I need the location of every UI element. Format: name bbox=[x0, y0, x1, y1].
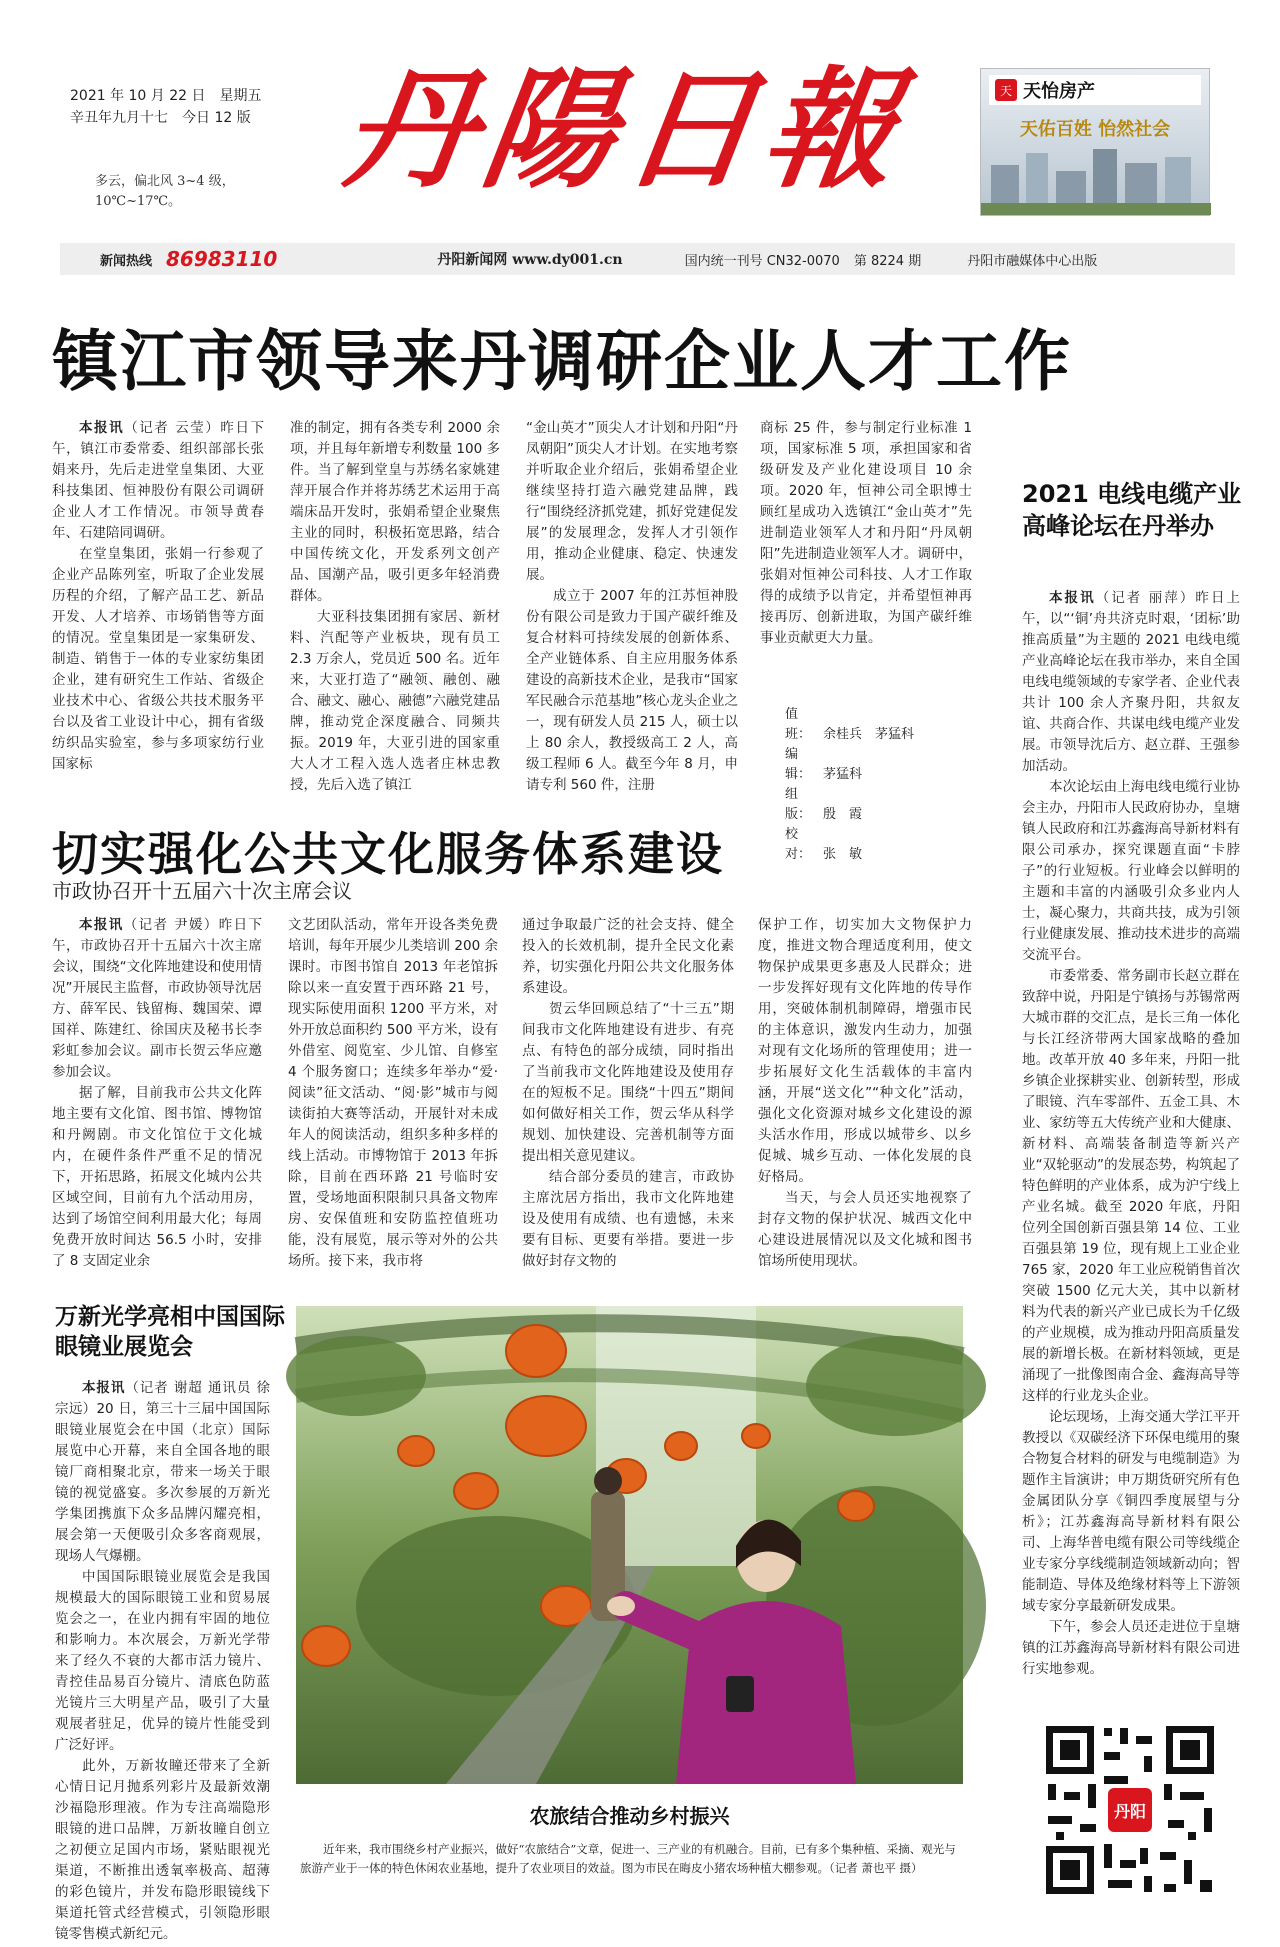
hotline-number[interactable]: 86983110 bbox=[166, 247, 278, 271]
article3-lead: 本报讯 bbox=[82, 1380, 126, 1396]
issue-number: 第 8224 期 bbox=[853, 253, 922, 269]
publisher: 丹阳市融媒体中心出版 bbox=[967, 253, 1098, 269]
sidebar-p1: （记者 丽萍）昨日上午，以“‘铜’舟共济克时艰，‘团标’助推高质量”为主题的 2021 电线电缆产业高峰论坛在我市举办，来自全国电线电缆领域的专家学者、企业代表共计 100 余人齐聚丹阳，共叙友谊、共商合作、共谋电线电缆产业发展。市领导沈后方、赵立群、王强参加活动。 bbox=[1022, 590, 1241, 774]
lunar-line: 辛丑年九月十七 今日 12 版 bbox=[70, 110, 251, 126]
article2-col3-p3: 结合部分委员的建言，市政协主席沈居方指出，我市文化阵地建设及使用有成绩、也有遗憾，未来要有目标、更要有举措。要进一步做好封存文物的 bbox=[522, 1169, 734, 1269]
qr-code-icon bbox=[1040, 1720, 1220, 1900]
ad-banner[interactable] bbox=[980, 68, 1210, 216]
photo-title: 农旅结合推动乡村振兴 bbox=[529, 1804, 730, 1828]
duty-val-2: 茅猛科 bbox=[823, 767, 863, 782]
article2-col1-p2: 据了解，目前我市公共文化阵地主要有文化馆、图书馆、博物馆和丹阙剧。市文化馆位于文化城内，在硬件条件严重不足的情况下，开拓思路，拓展文化城内公共区域空间，目前有九个活动用房，达到了场馆空间利用最大化；每周免费开放时间达 56.5 小时，安排了 8 支固定业余 bbox=[52, 1085, 262, 1269]
info-bar bbox=[60, 243, 1235, 275]
hotline-label: 新闻热线 bbox=[100, 253, 153, 269]
duty-val-1: 余桂兵 茅猛科 bbox=[823, 727, 915, 742]
article1-col1-text: （记者 云莹）昨日下午，镇江市委常委、组织部部长张娟来丹，先后走进堂皇集团、大亚科技集团、恒神股份有限公司调研企业人才工作情况。市领导黄春年、石建陪同调研。 bbox=[52, 420, 265, 541]
duty-key-3: 组版： bbox=[785, 787, 812, 822]
article2-column-3 bbox=[522, 915, 734, 1275]
article1-col1-p2: 在堂皇集团，张娟一行参观了企业产品陈列室，听取了企业发展历程的介绍，了解产品工艺、新品开发、人才培养、市场销售等方面的情况。堂皇集团是一家集研发、制造、销售于一体的专业家纺集团企业，建有研究生工作站、省级企业技术中心、省级公共技术服务平台以及省工业设计中心，拥有省级纺织品实验室，参与多项家纺行业国家标 bbox=[52, 546, 264, 772]
qr-code[interactable] bbox=[1040, 1720, 1220, 1900]
sidebar-p3: 市委常委、常务副市长赵立群在致辞中说，丹阳是宁镇扬与苏锡常两大城市群的交汇点，是长三角一体化与长江经济带两大国家战略的叠加地。改革开放 40 多年来，丹阳一批乡镇企业探耕实业、创新转型，形成了眼镜、汽车零部件、五金工具、木业、家纺等五大传统产业和大健康、新材料、高端装备制造等新兴产业“双轮驱动”的发展态势，构筑起了特色鲜明的产业体系，成为沪宁线上产业名城。截至 2020 年底，丹阳位列全国创新百强县第 14 位、工业百强县第 19 位，现有规上工业企业 765 家，2020 年工业应税销售首次突破 1500 亿元大关，其中以新材料为代表的新兴产业已成长为千亿级的产业规模，成为推动丹阳高质量发展的新增长极。在新材料领域，更是涌现了一批像图南合金、鑫海高导等这样的行业龙头企业。 bbox=[1022, 968, 1240, 1404]
article1-column-1 bbox=[52, 418, 264, 788]
weather-line-2: 10℃~17℃。 bbox=[95, 194, 182, 209]
brand-logo-icon: 天 bbox=[995, 79, 1017, 101]
article1-lead: 本报讯 bbox=[79, 420, 125, 436]
duty-val-3: 殷 霞 bbox=[823, 807, 863, 822]
article2-col3-p2: 贺云华回顾总结了“十三五”期间我市文化阵地建设有进步、有亮点、有特色的部分成绩，同时指出了当前我市文化阵地建设及使用存在的短板不足。围绕“十四五”期间如何做好相关工作，贺云华从科学规划、加快建设、完善机制等方面提出相关意见建议。 bbox=[522, 1001, 734, 1164]
article1-col4-text: 商标 25 件，参与制定行业标准 1 项，国家标准 5 项，承担国家和省级研发及产业化建设项目 10 余项。2020 年，恒神公司全职博士顾红星成功入选镇江“金山英才”先进制造业领军人才和丹阳“丹凤朝阳”先进制造业领军人才。调研中，张娟对恒神公司科技、人才工作取得的成绩予以肯定，并希望恒神再接再厉、创新进取，为国产碳纤维事业贡献更大力量。 bbox=[760, 420, 972, 646]
sidebar-lead: 本报讯 bbox=[1049, 590, 1096, 606]
article2-column-1 bbox=[52, 915, 262, 1275]
ad-brand-name: 天怡房产 bbox=[1023, 81, 1095, 102]
issn: 国内统一刊号 CN32-0070 bbox=[684, 253, 840, 269]
article1-column-2 bbox=[290, 418, 500, 793]
article1-column-4 bbox=[760, 418, 972, 648]
article1-col3-text: “金山英才”顶尖人才计划和丹阳“丹凤朝阳”顶尖人才计划。在实地考察并听取企业介绍后，张娟希望企业继续坚持打造六融党建品牌，践行“围绕经济抓党建，抓好党建促发展”的发展理念，发挥人才引领作用，推动企业健康、稳定、快速发展。 bbox=[526, 420, 738, 583]
svg-text:丹阳: 丹阳 bbox=[1113, 1802, 1147, 1821]
sidebar-p2: 本次论坛由上海电线电缆行业协会主办，丹阳市人民政府协办，皇塘镇人民政府和江苏鑫海高导新材料有限公司承办，探究课题直面“卡脖子”的行业短板。行业峰会以鲜明的主题和丰富的内涵吸引众多业内人士，凝心聚力，共商共技，成为引领行业健康发展、推动技术进步的高端交流平台。 bbox=[1022, 779, 1240, 963]
sidebar-article-body bbox=[1022, 588, 1240, 1678]
article1-col2-p2: 大亚科技集团拥有家居、新材料、汽配等产业板块，现有员工 2.3 万余人，党员近 500 名。近年来，大亚打造了“融领、融创、融合、融文、融心、融德”六融党建品牌，推动党企深度融合、同频共振。2019 年，大亚引进的国家重大人才工程入选人选者庄林忠教授，先后入选了镇江 bbox=[290, 609, 500, 793]
greenhouse-photo-illustration bbox=[296, 1306, 963, 1784]
article3-p3: 此外，万新妆瞳还带来了全新心情日记月抛系列彩片及最新效潮沙福隐形理液。作为专注高端隐形眼镜的进口品牌，万新妆瞳自创立之初便立足国内市场，紧贴眼视光渠道，不断推出透氧率极高、超薄的彩色镜片，并发布隐形眼镜线下渠道托管式经营模式，引领隐形眼镜零售模式新纪元。 bbox=[55, 1758, 270, 1942]
article2-col3-text: 通过争取最广泛的社会支持、健全投入的长效机制，提升全民文化素养，切实强化丹阳公共文化服务体系建设。 bbox=[522, 917, 734, 996]
article2-col2-text: 文艺团队活动，常年开设各类免费培训，每年开展少儿类培训 200 余课时。市图书馆自 2013 年老馆拆除以来一直安置于西环路 21 号，现实际使用面积 1200 平方米，对外开放总面积约 500 平方米，设有外借室、阅览室、少儿馆、自修室 4 个服务窗口；连续多年举办“爱·阅读”征文活动、“阅·影”城市与阅读街拍大赛等活动，开展针对未成年人的阅读活动，组织多种多样的线上活动。市博物馆于 2013 年拆除，目前在西环路 21 号临时安置，受场地面积限制只具备文物库房、安保值班和安防监控值班功能，没有展览，展示等对外的公共场所。接下来，我市将 bbox=[288, 917, 498, 1269]
sidebar-p4: 论坛现场，上海交通大学江平开教授以《双碳经济下环保电缆用的聚合物复合材料的研发与电缆制造》为题作主旨演讲；申万期货研究所有色金属团队分享《铜四季度展望与分析》；江苏鑫海高导新材料有限公司、上海华普电缆有限公司等线缆企业专家分享线缆制造领域新动向；智能制造、导体及绝缘材料等上下游领域专家分享最新研发成果。 bbox=[1022, 1409, 1240, 1614]
article2-col4-p2: 当天，与会人员还实地视察了封存文物的保护状况、城西文化中心建设进展情况以及文化城和图书馆场所使用现状。 bbox=[758, 1190, 972, 1269]
article2-headline[interactable]: 切实强化公共文化服务体系建设 bbox=[52, 827, 724, 881]
date-line: 2021 年 10 月 22 日 星期五 bbox=[70, 88, 262, 104]
article2-subhead: 市政协召开十五届六十次主席会议 bbox=[52, 879, 352, 903]
article3-body bbox=[55, 1378, 270, 1942]
news-photo[interactable] bbox=[296, 1306, 963, 1784]
article1-col2-text: 准的制定，拥有各类专利 2000 余项，并且每年新增专利数量 100 多件。当了解到堂皇与苏绣名家姚建萍开展合作并将苏绣艺术运用于高端床品开发时，张娟希望企业聚焦主业的同时，积极拓宽思路，结合中国传统文化，开发系列文创产品、国潮产品，吸引更多年轻消费群体。 bbox=[290, 420, 500, 604]
duty-key-2: 编辑： bbox=[785, 747, 812, 782]
lead-headline[interactable]: 镇江市领导来丹调研企业人才工作 bbox=[52, 323, 1072, 400]
ad-slogan: 天佑百姓 怡然社会 bbox=[1019, 119, 1171, 140]
article2-lead: 本报讯 bbox=[79, 917, 124, 933]
weather-line-1: 多云，偏北风 3~4 级， bbox=[95, 174, 235, 189]
weather-info bbox=[95, 172, 235, 212]
article2-col1-text: （记者 尹媛）昨日下午，市政协召开十五届六十次主席会议，围绕“文化阵地建设和使用情况”开展民主监督，市政协领导沈居方、薛军民、钱留梅、魏国荣、谭国祥、陈建红、徐国庆及秘书长李彩虹参加会议。副市长贺云华应邀参加会议。 bbox=[52, 917, 263, 1080]
article3-p2: 中国国际眼镜业展览会是我国规模最大的国际眼镜工业和贸易展览会之一，在业内拥有牢固的地位和影响力。本次展会，万新光学带来了经久不衰的大都市活力镜片、青控佳品易百分镜片、清底色防蓝光镜片三大明星产品，吸引了大量观展者驻足，优异的镜片性能受到广泛好评。 bbox=[55, 1569, 270, 1753]
duty-key-1: 值班： bbox=[785, 707, 812, 742]
photo-caption: 近年来，我市围绕乡村产业振兴，做好“农旅结合”文章，促进一、三产业的有机融合。目前，已有多个集种植、采摘、观光与旅游产业于一体的特色休闲农业基地，提升了农业项目的效益。图为市民在晦皮小猪农场种植大棚参观。（记者 萧也平 摄） bbox=[300, 1842, 956, 1875]
article1-column-3 bbox=[526, 418, 738, 793]
newspaper-logo: 丹陽日報 bbox=[334, 53, 916, 206]
sidebar-headline[interactable]: 2021 电线电缆产业高峰论坛在丹举办 bbox=[1022, 480, 1242, 540]
article1-col3-p2: 成立于 2007 年的江苏恒神股份有限公司是致力于国产碳纤维及复合材料可持续发展的创新体系、全产业链体系、自主应用服务体系建设的高新技术企业，是我市“国家军民融合示范基地”核心龙头企业之一，现有研发人员 215 人，硕士以上 80 余人，教授级高工 2 人，高级工程师 6 人。截至今年 8 月，申请专利 560 件，注册 bbox=[526, 588, 738, 793]
duty-val-4: 张 敏 bbox=[823, 847, 863, 862]
ad-brand bbox=[989, 75, 1201, 105]
sidebar-p5: 下午，参会人员还走进位于皇塘镇的江苏鑫海高导新材料有限公司进行实地参观。 bbox=[1022, 1619, 1240, 1677]
article2-column-4 bbox=[758, 915, 972, 1275]
duty-key-4: 校对： bbox=[785, 827, 812, 862]
website-link[interactable]: 丹阳新闻网 www.dy001.cn bbox=[437, 252, 623, 268]
article2-column-2 bbox=[288, 915, 498, 1275]
duty-roster bbox=[785, 705, 914, 865]
date-block bbox=[70, 85, 262, 129]
article3-headline[interactable]: 万新光学亮相中国国际眼镜业展览会 bbox=[55, 1304, 285, 1360]
article3-p1: （记者 谢超 通讯员 徐宗远）20 日，第三十三届中国国际眼镜业展览会在中国（北京）国际展览中心开幕，来自全国各地的眼镜厂商相聚北京，带来一场关于眼镜的视觉盛宴。多次参展的万新光学集团携旗下众多品牌闪耀亮相，展会第一天便吸引众多客商观展，现场人气爆棚。 bbox=[55, 1380, 270, 1564]
buildings-image bbox=[981, 145, 1209, 215]
article2-col4-text: 保护工作，切实加大文物保护力度，推进文物合理适度利用，使文物保护成果更多惠及人民群众；进一步发挥好现有文化阵地的传导作用，突破体制机制障碍，增强市民的主体意识，激发内生动力，加强对现有文化场所的管理使用；进一步拓展好文化生活载体的丰富内涵，开展“送文化”“种文化”活动，强化文化资源对城乡文化建设的源头活水作用，形成以城带乡、以乡促城、城乡互动、一体化发展的良好格局。 bbox=[758, 917, 972, 1185]
